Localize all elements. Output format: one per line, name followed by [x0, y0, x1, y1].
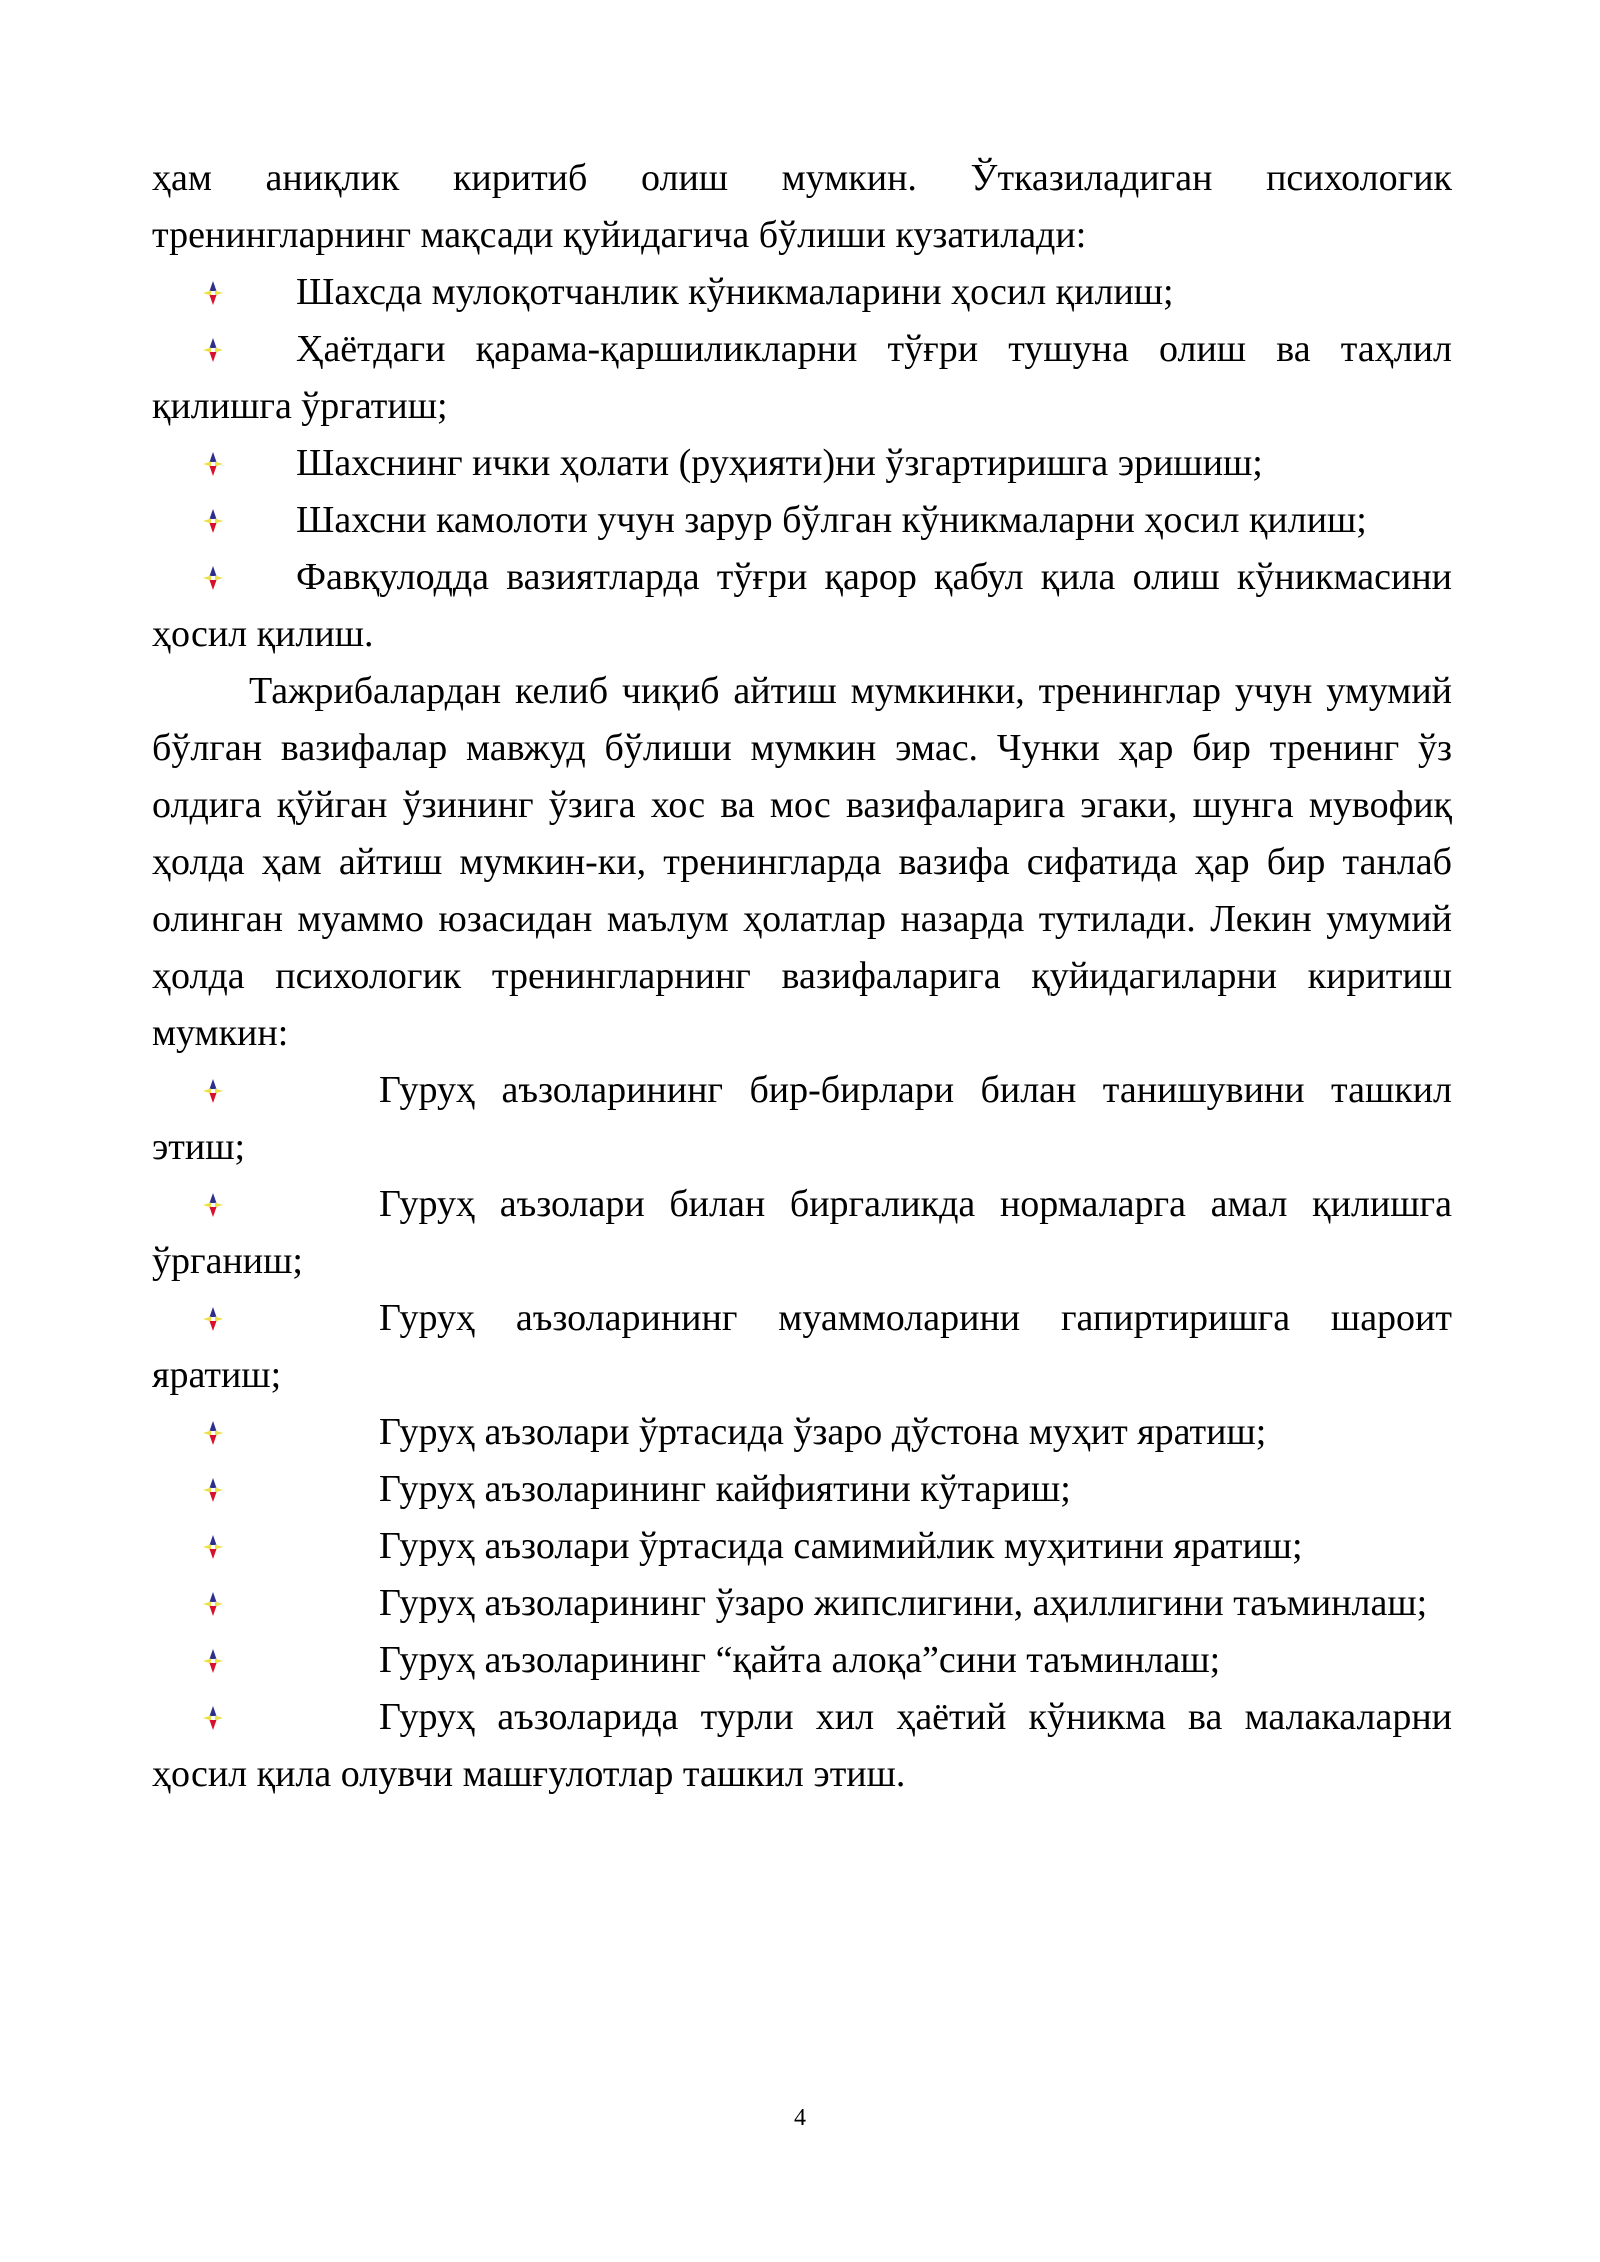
arrow-bullet-icon	[202, 1420, 224, 1446]
list-item: Гуруҳ аъзоларида турли хил ҳаётий кўникма ва малакаларни ҳосил қила олувчи машғулотлар ташкил этиш.	[152, 1696, 1452, 1795]
list-item: Ҳаётдаги қарама-қаршиликларни тўғри тушуна олиш ва таҳлил қилишга ўргатиш;	[152, 328, 1452, 427]
list-item: Гуруҳ аъзолари билан биргаликда нормаларга амал қилишга ўрганиш;	[152, 1183, 1452, 1282]
arrow-bullet-icon	[202, 1078, 224, 1104]
arrow-bullet-icon	[202, 337, 224, 363]
arrow-bullet-icon	[202, 1648, 224, 1674]
arrow-bullet-icon	[202, 1534, 224, 1560]
arrow-bullet-icon	[202, 1306, 224, 1332]
intro-paragraph: ҳам аниқлик киритиб олиш мумкин. Ўтказиладиган психологик тренингларнинг мақсади қуйидагича бўлиши кузатилади:	[152, 157, 1452, 256]
arrow-bullet-icon	[202, 1192, 224, 1218]
list-item: Шахсда мулоқотчанлик кўникмаларини ҳосил қилиш;	[152, 264, 1452, 321]
goals-list	[152, 264, 1452, 663]
list-item: Шахснинг ички ҳолати (руҳияти)ни ўзгартиришга эришиш;	[152, 435, 1452, 492]
list-item: Гуруҳ аъзолари ўртасида самимийлик муҳитини яратиш;	[152, 1518, 1452, 1575]
arrow-bullet-icon	[202, 1591, 224, 1617]
arrow-bullet-icon	[202, 451, 224, 477]
list-item: Гуруҳ аъзоларининг “қайта алоқа”сини таъминлаш;	[152, 1632, 1452, 1689]
page-number: 4	[794, 2105, 806, 2131]
arrow-bullet-icon	[202, 1705, 224, 1731]
list-item: Фавқулодда вазиятларда тўғри қарор қабул қила олиш кўникмасини ҳосил қилиш.	[152, 556, 1452, 655]
body-paragraph: Тажрибалардан келиб чиқиб айтиш мумкинки, тренинглар учун умумий бўлган вазифалар мавжуд бўлиши мумкин эмас. Чунки ҳар бир тренинг ўз олдига қўйган ўзининг ўзига хос ва мос вазифаларига эгаки, шунга мувофиқ ҳолда ҳам айтиш мумкин-ки, тренингларда вазифа сифатида ҳар бир танлаб олинган муаммо юзасидан маълум ҳолатлар назарда тутилади. Лекин умумий ҳолда психологик тренингларнинг вазифаларига қуйидагиларни киритиш мумкин:	[152, 670, 1452, 1054]
arrow-bullet-icon	[202, 508, 224, 534]
list-item: Гуруҳ аъзоларининг кайфиятини кўтариш;	[152, 1461, 1452, 1518]
arrow-bullet-icon	[202, 565, 224, 591]
tasks-list	[152, 1062, 1452, 1803]
arrow-bullet-icon	[202, 1477, 224, 1503]
list-item: Гуруҳ аъзоларининг ўзаро жипслигини, аҳиллигини таъминлаш;	[152, 1575, 1452, 1632]
list-item: Гуруҳ аъзоларининг бир-бирлари билан танишувини ташкил этиш;	[152, 1069, 1452, 1168]
list-item: Гуруҳ аъзолари ўртасида ўзаро дўстона муҳит яратиш;	[152, 1404, 1452, 1461]
list-item: Шахсни камолоти учун зарур бўлган кўникмаларни ҳосил қилиш;	[152, 492, 1452, 549]
arrow-bullet-icon	[202, 280, 224, 306]
list-item: Гуруҳ аъзоларининг муаммоларини гапиртиришга шароит яратиш;	[152, 1297, 1452, 1396]
document-page	[152, 150, 1452, 1803]
